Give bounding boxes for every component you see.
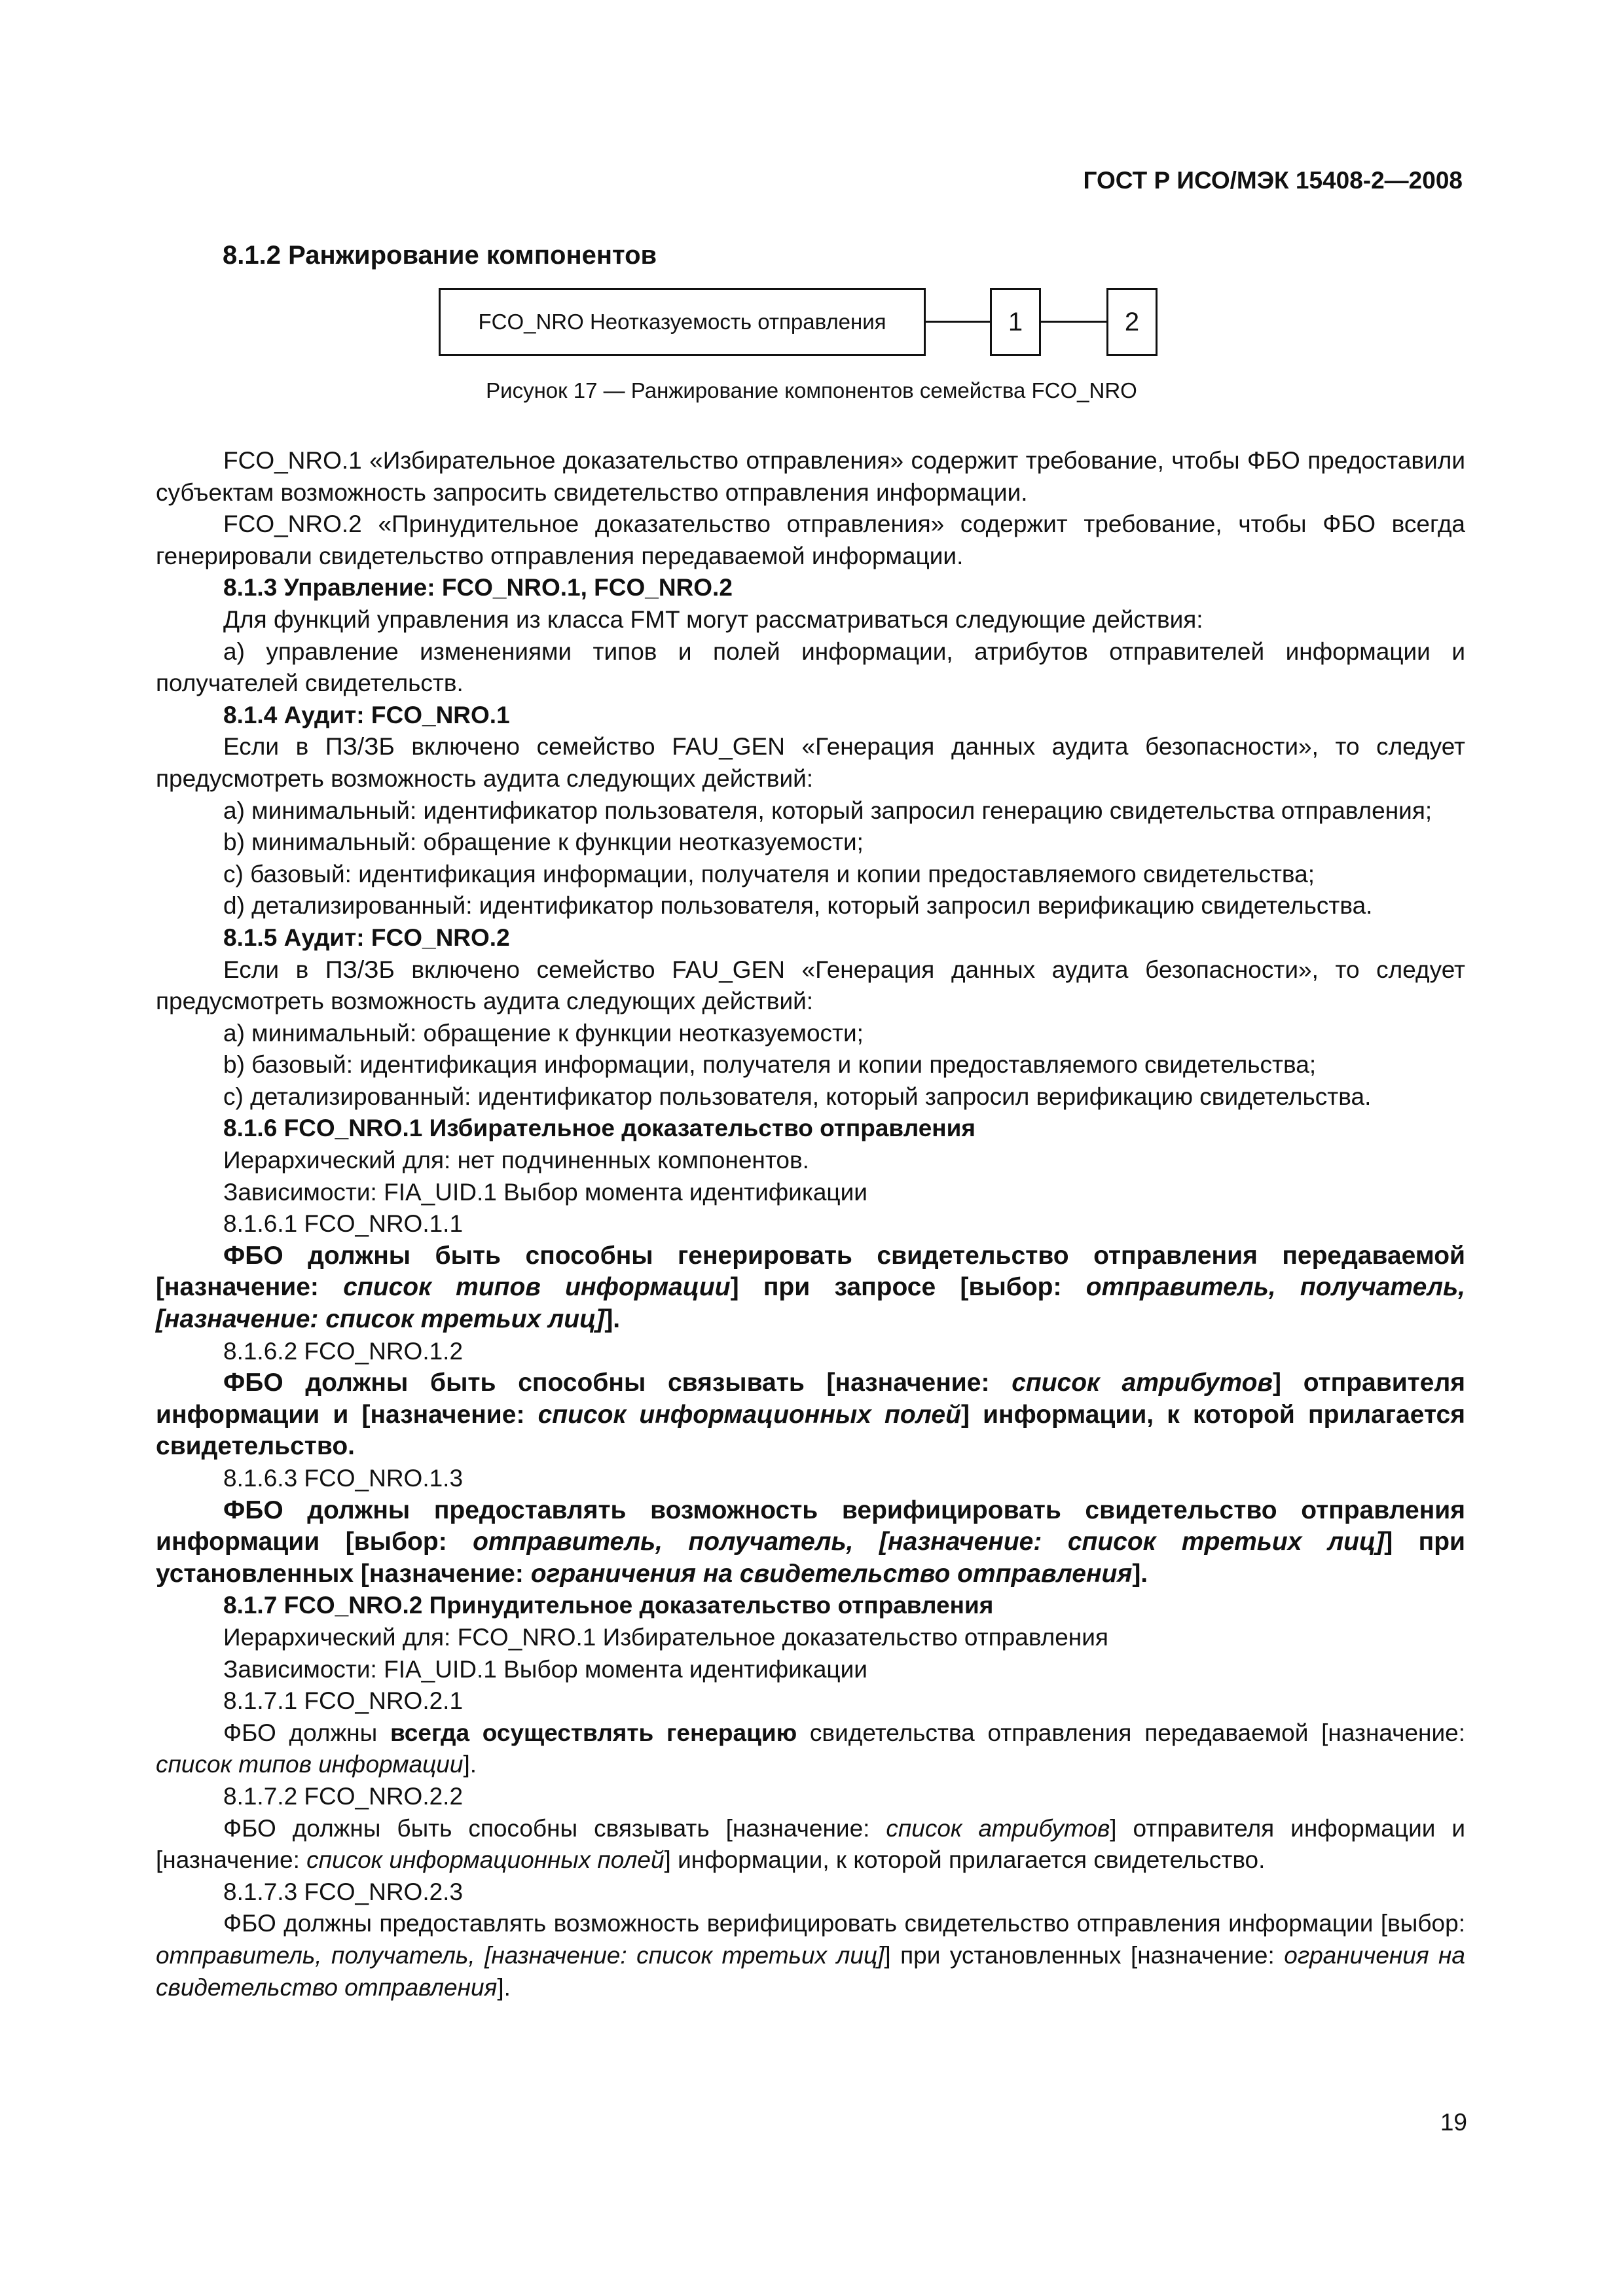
section-title: 8.1.2 Ранжирование компонентов	[223, 241, 657, 270]
requirement-text: ФБО должны предоставлять возможность верифицировать свидетельство отправления информации [выбор: отправитель, получатель, [назначение: список третьих лиц]] при установленных [назначение: ограничения на свидетельство отправления].	[156, 1496, 1465, 1588]
body-text	[156, 445, 1465, 2003]
element-id: 8.1.7.1 FCO_NRO.2.1	[223, 1687, 464, 1715]
subsection-heading: 8.1.4 Аудит: FCO_NRO.1	[223, 701, 510, 728]
list-item: а) управление изменениями типов и полей информации, атрибутов отправителей информации и получателей свидетельств.	[156, 637, 1465, 697]
diagram-connector	[1041, 321, 1106, 323]
figure-caption: Рисунок 17 — Ранжирование компонентов семейства FCO_NRO	[486, 378, 1137, 403]
list-item: а) минимальный: идентификатор пользователя, который запросил генерацию свидетельства отправления;	[223, 797, 1432, 824]
page-number: 19	[1440, 2109, 1467, 2136]
list-item: а) минимальный: обращение к функции неотказуемости;	[223, 1019, 864, 1047]
document-header: ГОСТ Р ИСО/МЭК 15408-2—2008	[1083, 167, 1463, 194]
list-item: b) базовый: идентификация информации, получателя и копии предоставляемого свидетельства;	[223, 1051, 1317, 1079]
subsection-heading: 8.1.3 Управление: FCO_NRO.1, FCO_NRO.2	[223, 574, 733, 601]
requirement-text: ФБО должны быть способны генерировать свидетельство отправления передаваемой [назначение: список типов информации] при запросе [выбор: отправитель, получатель, [назначение: список третьих лиц]].	[156, 1241, 1465, 1334]
subsection-heading: 8.1.5 Аудит: FCO_NRO.2	[223, 924, 510, 951]
paragraph: Для функций управления из класса FMT могут рассматриваться следующие действия:	[223, 605, 1203, 633]
requirement-text: ФБО должны всегда осуществлять генерацию свидетельства отправления передаваемой [назначение: список типов информации].	[156, 1719, 1465, 1778]
element-id: 8.1.7.3 FCO_NRO.2.3	[223, 1878, 464, 1905]
subsection-heading: 8.1.6 FCO_NRO.1 Избирательное доказательство отправления	[223, 1115, 976, 1142]
subsection-heading: 8.1.7 FCO_NRO.2 Принудительное доказательство отправления	[223, 1592, 994, 1619]
requirement-text: ФБО должны быть способны связывать [назначение: список атрибутов] отправителя информации и [назначение: список информационных полей] информации, к которой прилагается свидетельство.	[156, 1369, 1465, 1461]
paragraph: Если в ПЗ/ЗБ включено семейство FAU_GEN «Генерация данных аудита безопасности», то следует предусмотреть возможность аудита следующих действий:	[156, 956, 1465, 1015]
paragraph: Зависимости: FIA_UID.1 Выбор момента идентификации	[223, 1655, 867, 1683]
list-item: b) минимальный: обращение к функции неотказуемости;	[223, 829, 864, 856]
paragraph: Если в ПЗ/ЗБ включено семейство FAU_GEN «Генерация данных аудита безопасности», то следует предусмотреть возможность аудита следующих действий:	[156, 733, 1465, 792]
diagram-box-2: 2	[1106, 288, 1158, 356]
element-id: 8.1.6.1 FCO_NRO.1.1	[223, 1210, 464, 1238]
diagram-connector	[926, 321, 990, 323]
list-item: c) базовый: идентификация информации, получателя и копии предоставляемого свидетельства;	[223, 860, 1315, 888]
paragraph: Иерархический для: FCO_NRO.1 Избирательное доказательство отправления	[223, 1623, 1108, 1651]
list-item: d) детализированный: идентификатор пользователя, который запросил верификацию свидетельства.	[223, 892, 1373, 920]
diagram-main-box: FCO_NRO Неотказуемость отправления	[439, 288, 926, 356]
element-id: 8.1.6.3 FCO_NRO.1.3	[223, 1465, 464, 1492]
paragraph: FCO_NRO.2 «Принудительное доказательство отправления» содержит требование, чтобы ФБО всегда генерировали свидетельство отправления передаваемой информации.	[156, 511, 1465, 569]
list-item: c) детализированный: идентификатор пользователя, который запросил верификацию свидетельства.	[223, 1083, 1372, 1110]
element-id: 8.1.6.2 FCO_NRO.1.2	[223, 1337, 464, 1365]
paragraph: FCO_NRO.1 «Избирательное доказательство отправления» содержит требование, чтобы ФБО предоставили субъектам возможность запросить свидетельство отправления информации.	[156, 447, 1465, 506]
requirement-text: ФБО должны предоставлять возможность верифицировать свидетельство отправления информации [выбор: отправитель, получатель, [назначение: список третьих лиц]] при установленных [назначение: ограничения на свидетельство отправления].	[156, 1910, 1465, 2001]
paragraph: Иерархический для: нет подчиненных компонентов.	[223, 1147, 809, 1174]
component-ranking-diagram	[439, 288, 1172, 357]
diagram-box-1: 1	[990, 288, 1041, 356]
paragraph: Зависимости: FIA_UID.1 Выбор момента идентификации	[223, 1178, 867, 1206]
requirement-text: ФБО должны быть способны связывать [назначение: список атрибутов] отправителя информации и [назначение: список информационных полей] информации, к которой прилагается свидетельство.	[156, 1814, 1466, 1874]
element-id: 8.1.7.2 FCO_NRO.2.2	[223, 1782, 464, 1810]
